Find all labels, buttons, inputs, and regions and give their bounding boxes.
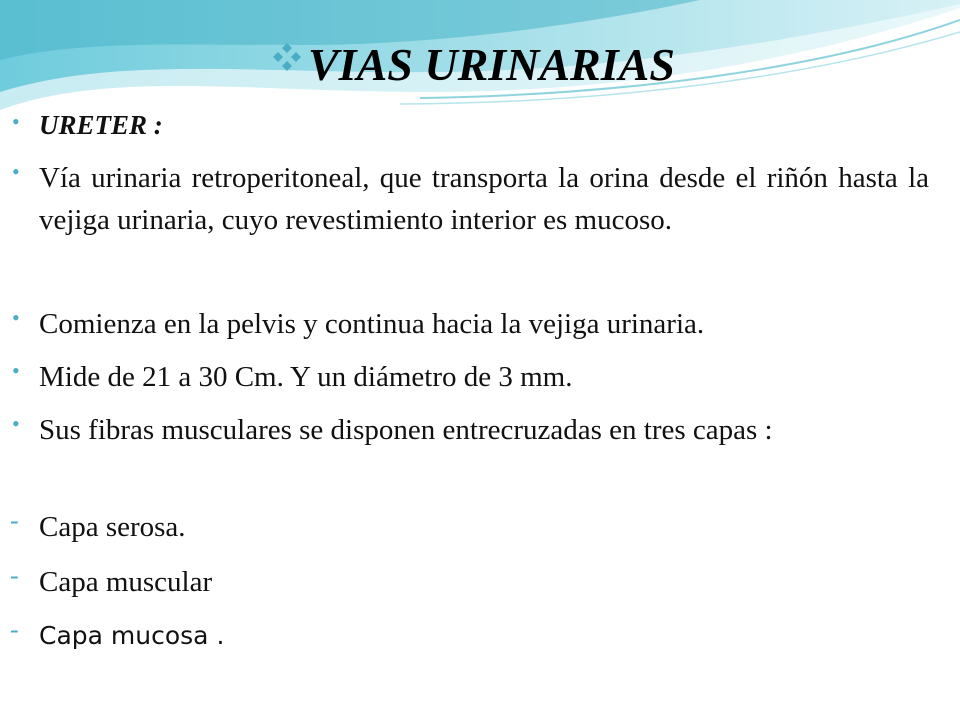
bullet-marker: • <box>12 305 20 330</box>
list-item-text: Comienza en la pelvis y continua hacia la vejiga urinaria. <box>39 308 705 340</box>
dash-marker: - <box>10 615 19 644</box>
list-item-text: Capa muscular <box>39 566 213 598</box>
list-item-text: Vía urinaria retroperitoneal, que transporta la orina desde el riñón hasta la vejiga urinaria, cuyo revestimiento interior es mucoso. <box>39 162 929 236</box>
bullet-marker: • <box>12 109 20 134</box>
bullet-marker: • <box>12 358 20 383</box>
list-item-text: Capa mucosa . <box>39 621 225 650</box>
list-item-text: Mide de 21 a 30 Cm. Y un diámetro de 3 mm. <box>39 361 573 393</box>
title-text: VIAS URINARIAS <box>308 38 675 90</box>
bullet-marker: • <box>12 159 20 184</box>
list-item-text: URETER : <box>39 110 163 140</box>
dash-marker: - <box>10 561 19 590</box>
dash-marker: - <box>10 506 19 535</box>
list-item-text: Capa serosa. <box>39 511 186 543</box>
list-item-text: Sus fibras musculares se disponen entrecruzadas en tres capas : <box>39 414 773 446</box>
bullet-marker: • <box>12 411 20 436</box>
